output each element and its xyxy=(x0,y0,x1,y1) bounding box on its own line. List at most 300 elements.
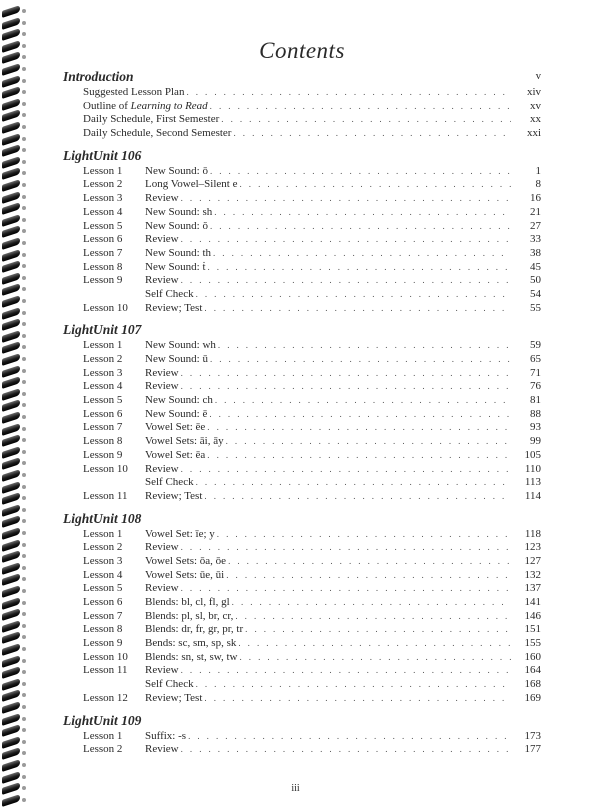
section-heading-text: LightUnit 107 xyxy=(63,322,142,338)
binding-coil xyxy=(2,167,20,180)
toc-page-number: 173 xyxy=(524,729,541,742)
lesson-title: Vowel Set: ēa xyxy=(145,448,206,461)
binding-coil xyxy=(2,411,20,424)
binding-hole xyxy=(22,392,26,396)
binding-hole xyxy=(22,601,26,605)
toc-row xyxy=(63,380,541,394)
toc-page-number: xv xyxy=(530,99,541,112)
lesson-title: New Sound: ū xyxy=(145,353,208,365)
toc-row xyxy=(63,165,541,179)
dot-leader xyxy=(226,435,511,449)
toc-entry-text: Outline of xyxy=(83,99,131,112)
binding-hole xyxy=(22,206,26,210)
dot-leader xyxy=(214,206,511,220)
binding-hole xyxy=(22,195,26,199)
toc-page-number: 132 xyxy=(524,568,541,581)
introduction-section xyxy=(63,68,541,141)
lesson-title: Blends: pl, sl, br, cr, xyxy=(145,609,234,622)
dot-leader xyxy=(208,261,512,275)
toc-row xyxy=(63,476,541,490)
dot-leader xyxy=(181,541,511,555)
toc-row xyxy=(63,678,541,692)
binding-hole xyxy=(22,357,26,361)
dot-leader xyxy=(196,678,511,692)
toc-page-number: 141 xyxy=(524,596,541,608)
dot-leader xyxy=(221,113,511,127)
binding-coil xyxy=(2,5,20,18)
toc-entry-title xyxy=(63,113,221,127)
binding-hole xyxy=(22,473,26,477)
binding-hole xyxy=(22,171,26,175)
toc-row xyxy=(63,261,541,275)
toc-row xyxy=(63,596,541,610)
binding-coil xyxy=(2,457,20,470)
toc-row xyxy=(63,637,541,651)
lesson-title: New Sound: th xyxy=(145,246,211,259)
lesson-title: Vowel Sets: āi, āy xyxy=(145,435,224,448)
toc-page-number: 33 xyxy=(530,233,541,246)
lesson-title: New Sound: ṫ xyxy=(145,260,206,273)
binding-coil xyxy=(2,202,20,215)
lesson-label: Lesson 7 xyxy=(83,246,123,259)
toc-page-number: 8 xyxy=(535,178,541,191)
lesson-title: Review; Test xyxy=(145,489,203,502)
lesson-title: Review xyxy=(145,366,179,379)
binding-hole xyxy=(22,287,26,291)
lesson-title: New Sound: ch xyxy=(145,394,213,407)
toc-entry-title xyxy=(63,100,210,114)
binding-hole xyxy=(22,554,26,558)
lesson-label: Lesson 4 xyxy=(83,568,123,581)
binding-coil xyxy=(2,109,20,122)
binding-coil xyxy=(2,794,20,807)
toc-entry-text: Daily Schedule, First Semester xyxy=(83,113,220,126)
toc-row xyxy=(63,302,541,316)
binding-coil xyxy=(2,423,20,436)
lightunit-section xyxy=(63,712,541,757)
lesson-label: Lesson 1 xyxy=(83,164,123,177)
lesson-title: Review xyxy=(145,462,179,475)
lesson-label: Lesson 6 xyxy=(83,407,123,420)
binding-hole xyxy=(22,519,26,523)
toc-row xyxy=(63,743,541,757)
lesson-title: Review xyxy=(145,743,179,756)
binding-hole xyxy=(22,763,26,767)
lesson-title: Vowel Set: ēe xyxy=(145,421,206,434)
toc-page-number: 54 xyxy=(530,287,541,300)
lesson-title: Review; Test xyxy=(145,301,203,314)
toc-page-number: 71 xyxy=(530,366,541,379)
binding-hole xyxy=(22,21,26,25)
binding-hole xyxy=(22,624,26,628)
toc-entry-text: Suggested Lesson Plan xyxy=(83,86,185,98)
toc-page-number: 137 xyxy=(524,582,541,595)
toc-row xyxy=(63,247,541,261)
toc-page-number: 65 xyxy=(530,353,541,365)
binding-hole xyxy=(22,311,26,315)
binding-hole xyxy=(22,682,26,686)
binding-hole xyxy=(22,508,26,512)
binding-hole xyxy=(22,160,26,164)
binding-hole xyxy=(22,566,26,570)
lesson-title: Review xyxy=(145,582,179,595)
toc-page-number: xxi xyxy=(526,127,541,140)
binding-hole xyxy=(22,717,26,721)
section-heading-text: LightUnit 106 xyxy=(63,147,142,163)
binding-coil xyxy=(2,539,20,552)
binding-hole xyxy=(22,369,26,373)
dot-leader xyxy=(181,380,511,394)
toc-row xyxy=(63,463,541,477)
lesson-label: Lesson 1 xyxy=(83,339,123,352)
lesson-title: Vowel Sets: ōa, ōe xyxy=(145,554,227,567)
binding-hole xyxy=(22,183,26,187)
toc-page-number: 146 xyxy=(524,609,541,622)
lesson-title: Vowel Sets: ūe, ūi xyxy=(145,568,225,581)
toc-page-number: 110 xyxy=(524,462,541,475)
binding-hole xyxy=(22,148,26,152)
binding-hole xyxy=(22,32,26,36)
dot-leader xyxy=(240,651,512,665)
lesson-label: Lesson 6 xyxy=(83,233,123,246)
binding-coil xyxy=(2,643,20,656)
toc-page-number: 105 xyxy=(524,448,541,461)
toc-page-number: 155 xyxy=(524,637,541,650)
binding-hole xyxy=(22,670,26,674)
binding-coil xyxy=(2,481,20,494)
binding-hole xyxy=(22,775,26,779)
lesson-title: Long Vowel–Silent e xyxy=(145,178,238,191)
binding-hole xyxy=(22,44,26,48)
binding-hole xyxy=(22,543,26,547)
binding-hole xyxy=(22,125,26,129)
toc-row xyxy=(63,86,541,100)
toc-row xyxy=(63,541,541,555)
lesson-label: Lesson 5 xyxy=(83,394,123,407)
binding-coil xyxy=(2,28,20,41)
binding-coil xyxy=(2,724,20,737)
page-number: iii xyxy=(291,783,300,794)
binding-coil xyxy=(2,307,20,320)
section-heading-text: Introduction xyxy=(63,69,134,84)
lesson-label: Lesson 4 xyxy=(83,205,123,218)
section-heading-page: v xyxy=(535,71,541,82)
dot-leader xyxy=(196,288,511,302)
toc-page-number: 50 xyxy=(530,274,541,287)
toc-page-number: 21 xyxy=(530,205,541,218)
lesson-title: Review xyxy=(145,541,179,554)
binding-hole xyxy=(22,635,26,639)
toc-page-number: 27 xyxy=(530,219,541,232)
toc-row xyxy=(63,220,541,234)
lesson-title: New Sound: ē xyxy=(145,407,208,420)
toc-row xyxy=(63,421,541,435)
binding-coil xyxy=(2,249,20,262)
dot-leader xyxy=(226,569,511,583)
binding-hole xyxy=(22,450,26,454)
toc-page-number: 164 xyxy=(524,664,541,677)
lightunit-section xyxy=(63,510,541,706)
lesson-label: Lesson 8 xyxy=(83,623,123,636)
lesson-label: Lesson 9 xyxy=(83,448,123,461)
dot-leader xyxy=(188,730,511,744)
binding-coil xyxy=(2,179,20,192)
dot-leader xyxy=(235,610,511,624)
binding-hole xyxy=(22,740,26,744)
toc-page-number: 123 xyxy=(524,541,541,554)
toc-row xyxy=(63,528,541,542)
toc-page-number: 55 xyxy=(530,301,541,314)
binding-hole xyxy=(22,693,26,697)
dot-leader xyxy=(213,247,511,261)
binding-hole xyxy=(22,67,26,71)
lesson-label: Lesson 2 xyxy=(83,353,123,365)
section-heading xyxy=(63,147,541,165)
toc-page-number: 168 xyxy=(524,678,541,691)
binding-hole xyxy=(22,299,26,303)
toc-page-number: 59 xyxy=(530,339,541,352)
lesson-title: Self Check xyxy=(145,476,194,489)
binding-coil xyxy=(2,191,20,204)
binding-coil xyxy=(2,75,20,88)
toc-page-number: 81 xyxy=(530,394,541,407)
binding-coil xyxy=(2,399,20,412)
toc-row xyxy=(63,288,541,302)
lightunit-section xyxy=(63,147,541,316)
toc-page-number: 118 xyxy=(524,527,541,540)
toc-page-number: 88 xyxy=(530,407,541,420)
lesson-label: Lesson 11 xyxy=(83,489,128,502)
binding-hole xyxy=(22,496,26,500)
lesson-label: Lesson 2 xyxy=(83,743,123,756)
toc-row xyxy=(63,394,541,408)
toc-page-number: 38 xyxy=(530,246,541,259)
lesson-label: Lesson 12 xyxy=(83,691,128,704)
binding-coil xyxy=(2,747,20,760)
binding-coil xyxy=(2,666,20,679)
dot-leader xyxy=(210,100,511,114)
binding-coil xyxy=(2,283,20,296)
toc-row xyxy=(63,664,541,678)
toc-page-number: 169 xyxy=(524,691,541,704)
lesson-label: Lesson 3 xyxy=(83,192,123,205)
section-heading-text: LightUnit 108 xyxy=(63,510,142,526)
dot-leader xyxy=(181,192,511,206)
contents-page xyxy=(63,38,541,757)
lesson-label: Lesson 8 xyxy=(83,435,123,448)
binding-coil xyxy=(2,365,20,378)
lesson-title: Review xyxy=(145,380,179,393)
toc-page-number: 160 xyxy=(524,650,541,663)
toc-page-number: 127 xyxy=(524,554,541,567)
toc-page-number: 114 xyxy=(524,489,541,502)
binding-coil xyxy=(2,573,20,586)
toc-row xyxy=(63,178,541,192)
toc-row xyxy=(63,353,541,367)
toc-entry-italic-title: Learning to Read xyxy=(130,99,208,112)
binding-coil xyxy=(2,86,20,99)
lesson-title: Review; Test xyxy=(145,691,203,704)
lesson-label: Lesson 9 xyxy=(83,274,123,287)
binding-coil xyxy=(2,341,20,354)
binding-hole xyxy=(22,438,26,442)
toc-row xyxy=(63,490,541,504)
lesson-title: Review xyxy=(145,192,179,205)
toc-entry-title xyxy=(63,127,233,141)
binding-coil xyxy=(2,631,20,644)
binding-hole xyxy=(22,9,26,13)
lesson-title: Suffix: -s xyxy=(145,729,187,742)
binding-coil xyxy=(2,701,20,714)
lesson-label: Lesson 6 xyxy=(83,596,123,608)
lesson-label: Lesson 5 xyxy=(83,219,123,232)
lesson-label: Lesson 10 xyxy=(83,462,128,475)
binding-hole xyxy=(22,276,26,280)
toc-row xyxy=(63,192,541,206)
toc-page-number: 76 xyxy=(530,380,541,393)
binding-hole xyxy=(22,485,26,489)
toc-row xyxy=(63,435,541,449)
dot-leader xyxy=(204,490,511,504)
lesson-title: New Sound: sh xyxy=(145,205,213,218)
binding-hole xyxy=(22,461,26,465)
toc-row xyxy=(63,651,541,665)
toc-row xyxy=(63,730,541,744)
binding-coil xyxy=(2,527,20,540)
dot-leader xyxy=(204,302,511,316)
binding-hole xyxy=(22,589,26,593)
toc-page-number: xiv xyxy=(526,86,541,98)
section-heading xyxy=(63,510,541,528)
binding-coil xyxy=(2,17,20,30)
binding-coil xyxy=(2,608,20,621)
binding-hole xyxy=(22,751,26,755)
lesson-label: Lesson 1 xyxy=(83,527,123,540)
toc-page-number: 16 xyxy=(530,192,541,205)
lesson-title: Blends: dr, fr, gr, pr, tr xyxy=(145,623,244,636)
binding-hole xyxy=(22,253,26,257)
binding-coil xyxy=(2,121,20,134)
binding-hole xyxy=(22,403,26,407)
lesson-title: Blends: bl, cl, fl, gl xyxy=(145,596,230,608)
dot-leader xyxy=(181,233,511,247)
dot-leader xyxy=(204,692,511,706)
dot-leader xyxy=(238,637,511,651)
binding-coil xyxy=(2,597,20,610)
dot-leader xyxy=(181,582,511,596)
lightunit-section xyxy=(63,321,541,503)
lesson-title: Review xyxy=(145,664,179,677)
binding-coil xyxy=(2,585,20,598)
dot-leader xyxy=(207,449,511,463)
toc-row xyxy=(63,555,541,569)
dot-leader xyxy=(207,421,511,435)
binding-coil xyxy=(2,318,20,331)
binding-hole xyxy=(22,427,26,431)
dot-leader xyxy=(186,86,511,100)
toc-row xyxy=(63,569,541,583)
lesson-label: Lesson 10 xyxy=(83,650,128,663)
lesson-title: Blends: sn, st, sw, tw xyxy=(145,650,238,663)
spiral-binding xyxy=(0,0,24,800)
toc-page-number: 93 xyxy=(530,421,541,434)
dot-leader xyxy=(245,623,511,637)
dot-leader xyxy=(210,353,511,367)
lesson-label: Lesson 7 xyxy=(83,609,123,622)
binding-coil xyxy=(2,771,20,784)
binding-hole xyxy=(22,728,26,732)
lesson-title: Review xyxy=(145,274,179,287)
binding-coil xyxy=(2,51,20,64)
lesson-title: Review xyxy=(145,233,179,246)
lesson-title: Vowel Set: īe; y xyxy=(145,527,215,540)
section-heading xyxy=(63,68,541,86)
toc-row xyxy=(63,339,541,353)
binding-coil xyxy=(2,434,20,447)
binding-coil xyxy=(2,225,20,238)
binding-hole xyxy=(22,531,26,535)
binding-hole xyxy=(22,322,26,326)
binding-hole xyxy=(22,647,26,651)
binding-hole xyxy=(22,229,26,233)
lesson-label: Lesson 5 xyxy=(83,582,123,595)
section-heading xyxy=(63,321,541,339)
binding-hole xyxy=(22,137,26,141)
lesson-label: Lesson 8 xyxy=(83,260,123,273)
dot-leader xyxy=(228,555,511,569)
toc-row xyxy=(63,100,541,114)
dot-leader xyxy=(181,463,511,477)
binding-coil xyxy=(2,469,20,482)
lesson-label: Lesson 4 xyxy=(83,380,123,393)
toc-row xyxy=(63,113,541,127)
binding-hole xyxy=(22,345,26,349)
binding-hole xyxy=(22,102,26,106)
binding-coil xyxy=(2,133,20,146)
toc-page-number: 1 xyxy=(535,164,541,177)
lesson-label: Lesson 1 xyxy=(83,729,123,742)
binding-hole xyxy=(22,380,26,384)
binding-hole xyxy=(22,79,26,83)
lesson-title: Bends: sc, sm, sp, sk xyxy=(145,637,237,650)
binding-hole xyxy=(22,55,26,59)
lesson-label: Lesson 7 xyxy=(83,421,123,434)
binding-hole xyxy=(22,241,26,245)
toc-row xyxy=(63,623,541,637)
lesson-label: Lesson 11 xyxy=(83,664,128,677)
toc-row xyxy=(63,233,541,247)
toc-row xyxy=(63,274,541,288)
lesson-title: Self Check xyxy=(145,287,194,300)
binding-coil xyxy=(2,550,20,563)
dot-leader xyxy=(181,743,511,757)
lesson-title: Self Check xyxy=(145,678,194,691)
dot-leader xyxy=(215,394,511,408)
lesson-title: New Sound: wh xyxy=(145,339,216,352)
toc-entry-title xyxy=(63,86,186,100)
lesson-title: New Sound: ō xyxy=(145,164,208,177)
binding-coil xyxy=(2,376,20,389)
binding-coil xyxy=(2,655,20,668)
binding-coil xyxy=(2,689,20,702)
binding-hole xyxy=(22,612,26,616)
binding-coil xyxy=(2,144,20,157)
binding-hole xyxy=(22,334,26,338)
toc-page-number: 99 xyxy=(530,435,541,448)
dot-leader xyxy=(210,165,511,179)
binding-hole xyxy=(22,113,26,117)
toc-page-number: xx xyxy=(530,113,541,126)
